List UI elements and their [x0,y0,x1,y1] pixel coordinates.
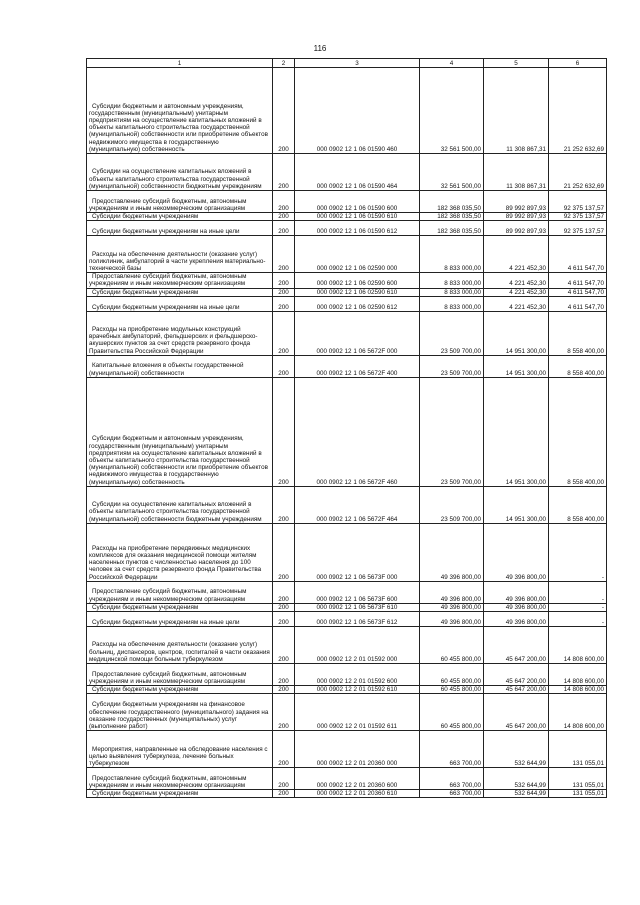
executed-amount-cell: 4 221 452,30 [484,236,549,273]
table-row [87,288,607,296]
remaining-amount-cell: - [549,612,607,627]
row-name-cell: Субсидии бюджетным учреждениям [87,213,273,221]
remaining-amount-cell: 14 808 600,00 [549,664,607,686]
line-code-cell: 200 [273,273,295,288]
budget-code-cell: 000 0902 12 1 06 5672F 464 [295,486,420,523]
remaining-amount-cell: 8 558 400,00 [549,311,607,355]
row-name-cell: Предоставление субсидий бюджетным, автономным учреждениям и иным некоммерческим организациям [87,664,273,686]
executed-amount-cell: 11 308 867,31 [484,154,549,191]
budget-code-cell: 000 0902 12 1 06 01590 610 [295,213,420,221]
remaining-amount-cell: 14 808 600,00 [549,686,607,694]
approved-amount-cell: 60 455 800,00 [420,686,484,694]
table-row [87,627,607,664]
line-code-cell: 200 [273,612,295,627]
remaining-amount-cell: 92 375 137,57 [549,221,607,236]
line-code-cell: 200 [273,288,295,296]
line-code-cell: 200 [273,603,295,611]
table-row [87,68,607,154]
line-code-cell: 200 [273,731,295,768]
table-row [87,311,607,355]
remaining-amount-cell: - [549,581,607,603]
approved-amount-cell: 49 396 800,00 [420,612,484,627]
executed-amount-cell: 45 647 200,00 [484,627,549,664]
approved-amount-cell: 182 368 035,50 [420,191,484,213]
approved-amount-cell: 8 833 000,00 [420,273,484,288]
remaining-amount-cell: - [549,523,607,581]
table-row [87,355,607,377]
remaining-amount-cell: 4 611 547,70 [549,296,607,311]
approved-amount-cell: 49 396 800,00 [420,603,484,611]
executed-amount-cell: 45 647 200,00 [484,664,549,686]
executed-amount-cell: 532 644,99 [484,790,549,798]
executed-amount-cell: 14 951 300,00 [484,486,549,523]
remaining-amount-cell: 92 375 137,57 [549,191,607,213]
budget-code-cell: 000 0902 12 1 06 01590 612 [295,221,420,236]
budget-code-cell: 000 0902 12 1 06 5673F 000 [295,523,420,581]
column-header: 1 [87,59,273,68]
executed-amount-cell: 89 992 897,93 [484,213,549,221]
table-row [87,603,607,611]
budget-code-cell: 000 0902 12 1 06 5672F 460 [295,377,420,486]
remaining-amount-cell: 8 558 400,00 [549,377,607,486]
approved-amount-cell: 60 455 800,00 [420,627,484,664]
budget-code-cell: 000 0902 12 1 06 5672F 400 [295,355,420,377]
line-code-cell: 200 [273,523,295,581]
remaining-amount-cell: 4 611 547,70 [549,236,607,273]
table-row [87,191,607,213]
row-name-cell: Предоставление субсидий бюджетным, автономным учреждениям и иным некоммерческим организациям [87,768,273,790]
row-name-cell: Субсидии на осуществление капитальных вложений в объекты капитального строительства государственной (муниципальной) собственности бюджетным учреждениям [87,486,273,523]
executed-amount-cell: 49 396 800,00 [484,581,549,603]
executed-amount-cell: 532 644,99 [484,731,549,768]
table-row [87,213,607,221]
line-code-cell: 200 [273,664,295,686]
approved-amount-cell: 663 700,00 [420,768,484,790]
line-code-cell: 200 [273,355,295,377]
column-header: 5 [484,59,549,68]
approved-amount-cell: 60 455 800,00 [420,664,484,686]
row-name-cell: Предоставление субсидий бюджетным, автономным учреждениям и иным некоммерческим организациям [87,581,273,603]
line-code-cell: 200 [273,296,295,311]
remaining-amount-cell: 8 558 400,00 [549,486,607,523]
row-name-cell: Субсидии на осуществление капитальных вложений в объекты капитального строительства государственной (муниципальной) собственности бюджетным учреждениям [87,154,273,191]
executed-amount-cell: 4 221 452,30 [484,296,549,311]
budget-code-cell: 000 0902 12 2 01 20360 600 [295,768,420,790]
line-code-cell: 200 [273,311,295,355]
executed-amount-cell: 45 647 200,00 [484,686,549,694]
approved-amount-cell: 23 509 700,00 [420,355,484,377]
remaining-amount-cell: 131 055,01 [549,731,607,768]
row-name-cell: Предоставление субсидий бюджетным, автономным учреждениям и иным некоммерческим организациям [87,191,273,213]
budget-code-cell: 000 0902 12 1 06 01590 460 [295,68,420,154]
table-row [87,612,607,627]
budget-code-cell: 000 0902 12 1 06 5672F 000 [295,311,420,355]
remaining-amount-cell: 131 055,01 [549,768,607,790]
approved-amount-cell: 8 833 000,00 [420,236,484,273]
table-row [87,523,607,581]
line-code-cell: 200 [273,213,295,221]
row-name-cell: Субсидии бюджетным учреждениям [87,603,273,611]
budget-code-cell: 000 0902 12 2 01 01592 611 [295,694,420,731]
table-row [87,581,607,603]
budget-code-cell: 000 0902 12 1 06 5673F 600 [295,581,420,603]
budget-code-cell: 000 0902 12 1 06 5673F 612 [295,612,420,627]
budget-code-cell: 000 0902 12 1 06 02590 600 [295,273,420,288]
line-code-cell: 200 [273,768,295,790]
approved-amount-cell: 182 368 035,50 [420,213,484,221]
line-code-cell: 200 [273,627,295,664]
page-number: 116 [313,44,327,53]
executed-amount-cell: 14 951 300,00 [484,377,549,486]
executed-amount-cell: 89 992 897,93 [484,221,549,236]
line-code-cell: 200 [273,154,295,191]
executed-amount-cell: 4 221 452,30 [484,288,549,296]
table-body [87,68,607,798]
remaining-amount-cell: 14 808 600,00 [549,627,607,664]
table-row [87,686,607,694]
row-name-cell: Мероприятия, направленные на обследование населения с целью выявления туберкулеза, лечение больных туберкулезом [87,731,273,768]
budget-code-cell: 000 0902 12 1 06 02590 000 [295,236,420,273]
remaining-amount-cell: 131 055,01 [549,790,607,798]
approved-amount-cell: 49 396 800,00 [420,581,484,603]
line-code-cell: 200 [273,377,295,486]
approved-amount-cell: 663 700,00 [420,790,484,798]
table-row [87,296,607,311]
executed-amount-cell: 11 308 867,31 [484,68,549,154]
executed-amount-cell: 49 396 800,00 [484,612,549,627]
line-code-cell: 200 [273,486,295,523]
approved-amount-cell: 32 561 500,00 [420,154,484,191]
approved-amount-cell: 32 561 500,00 [420,68,484,154]
remaining-amount-cell: 8 558 400,00 [549,355,607,377]
budget-code-cell: 000 0902 12 1 06 5673F 610 [295,603,420,611]
row-name-cell: Субсидии бюджетным учреждениям на иные цели [87,296,273,311]
table-row [87,694,607,731]
executed-amount-cell: 89 992 897,93 [484,191,549,213]
line-code-cell: 200 [273,790,295,798]
executed-amount-cell: 49 396 800,00 [484,603,549,611]
remaining-amount-cell: 92 375 137,57 [549,213,607,221]
approved-amount-cell: 23 509 700,00 [420,377,484,486]
row-name-cell: Субсидии бюджетным и автономным учреждениям, государственным (муниципальным) унитарным предприятиям на осуществление капитальных вложений в объекты капитального строительства государственной (муниципальной) собственности или приобретение объектов недвижимого имущества в государственную (муниципальную) собственность [87,68,273,154]
executed-amount-cell: 45 647 200,00 [484,694,549,731]
row-name-cell: Расходы на приобретение модульных конструкций врачебных амбулаторий, фельдшерских и фельдшерско-акушерских пунктов за счет средств резервного фонда Правительства Российской Федерации [87,311,273,355]
line-code-cell: 200 [273,686,295,694]
row-name-cell: Расходы на обеспечение деятельности (оказание услуг) больниц, диспансеров, центров, госпиталей в части оказания медицинской помощи больным туберкулезом [87,627,273,664]
executed-amount-cell: 4 221 452,30 [484,273,549,288]
line-code-cell: 200 [273,191,295,213]
row-name-cell: Капитальные вложения в объекты государственной (муниципальной) собственности [87,355,273,377]
table-row [87,664,607,686]
budget-code-cell: 000 0902 12 2 01 01592 600 [295,664,420,686]
budget-execution-table [86,58,607,798]
column-header: 6 [549,59,607,68]
approved-amount-cell: 8 833 000,00 [420,288,484,296]
row-name-cell: Предоставление субсидий бюджетным, автономным учреждениям и иным некоммерческим организациям [87,273,273,288]
table-row [87,236,607,273]
row-name-cell: Расходы на приобретение передвижных медицинских комплексов для оказания медицинской помощи жителям населенных пунктов с численностью населения до 100 человек за счет средств резервного фонда Правительства Российской Федерации [87,523,273,581]
remaining-amount-cell: 4 611 547,70 [549,273,607,288]
table-row [87,221,607,236]
row-name-cell: Субсидии бюджетным учреждениям на финансовое обеспечение государственного (муниципального) задания на оказание государственных (муниципальных) услуг (выполнение работ) [87,694,273,731]
row-name-cell: Расходы на обеспечение деятельности (оказание услуг) поликлиник, амбулаторий в части укрепления материально-технической базы [87,236,273,273]
approved-amount-cell: 182 368 035,50 [420,221,484,236]
row-name-cell: Субсидии бюджетным учреждениям на иные цели [87,221,273,236]
table-row [87,768,607,790]
budget-code-cell: 000 0902 12 2 01 20360 000 [295,731,420,768]
approved-amount-cell: 23 509 700,00 [420,486,484,523]
approved-amount-cell: 663 700,00 [420,731,484,768]
table-row [87,790,607,798]
remaining-amount-cell: 4 611 547,70 [549,288,607,296]
line-code-cell: 200 [273,221,295,236]
column-header: 4 [420,59,484,68]
row-name-cell: Субсидии бюджетным учреждениям на иные цели [87,612,273,627]
approved-amount-cell: 60 455 800,00 [420,694,484,731]
remaining-amount-cell: 14 808 600,00 [549,694,607,731]
table-row [87,377,607,486]
approved-amount-cell: 8 833 000,00 [420,296,484,311]
column-header: 3 [295,59,420,68]
row-name-cell: Субсидии бюджетным учреждениям [87,790,273,798]
row-name-cell: Субсидии бюджетным учреждениям [87,288,273,296]
column-number-header-row [87,59,607,68]
line-code-cell: 200 [273,581,295,603]
line-code-cell: 200 [273,68,295,154]
approved-amount-cell: 23 509 700,00 [420,311,484,355]
line-code-cell: 200 [273,694,295,731]
executed-amount-cell: 532 644,99 [484,768,549,790]
budget-code-cell: 000 0902 12 2 01 20360 610 [295,790,420,798]
budget-code-cell: 000 0902 12 2 01 01592 610 [295,686,420,694]
table-row [87,273,607,288]
remaining-amount-cell: 21 252 632,69 [549,154,607,191]
table-row [87,486,607,523]
executed-amount-cell: 49 396 800,00 [484,523,549,581]
budget-code-cell: 000 0902 12 2 01 01592 000 [295,627,420,664]
budget-code-cell: 000 0902 12 1 06 01590 600 [295,191,420,213]
executed-amount-cell: 14 951 300,00 [484,355,549,377]
row-name-cell: Субсидии бюджетным и автономным учреждениям, государственным (муниципальным) унитарным предприятиям на осуществление капитальных вложений в объекты капитального строительства государственной (муниципальной) собственности или приобретение объектов недвижимого имущества в государственную (муниципальную) собственность [87,377,273,486]
column-header: 2 [273,59,295,68]
executed-amount-cell: 14 951 300,00 [484,311,549,355]
table-row [87,154,607,191]
remaining-amount-cell: - [549,603,607,611]
approved-amount-cell: 49 396 800,00 [420,523,484,581]
line-code-cell: 200 [273,236,295,273]
budget-code-cell: 000 0902 12 1 06 02590 612 [295,296,420,311]
budget-code-cell: 000 0902 12 1 06 02590 610 [295,288,420,296]
budget-code-cell: 000 0902 12 1 06 01590 464 [295,154,420,191]
row-name-cell: Субсидии бюджетным учреждениям [87,686,273,694]
table-row [87,731,607,768]
remaining-amount-cell: 21 252 632,69 [549,68,607,154]
